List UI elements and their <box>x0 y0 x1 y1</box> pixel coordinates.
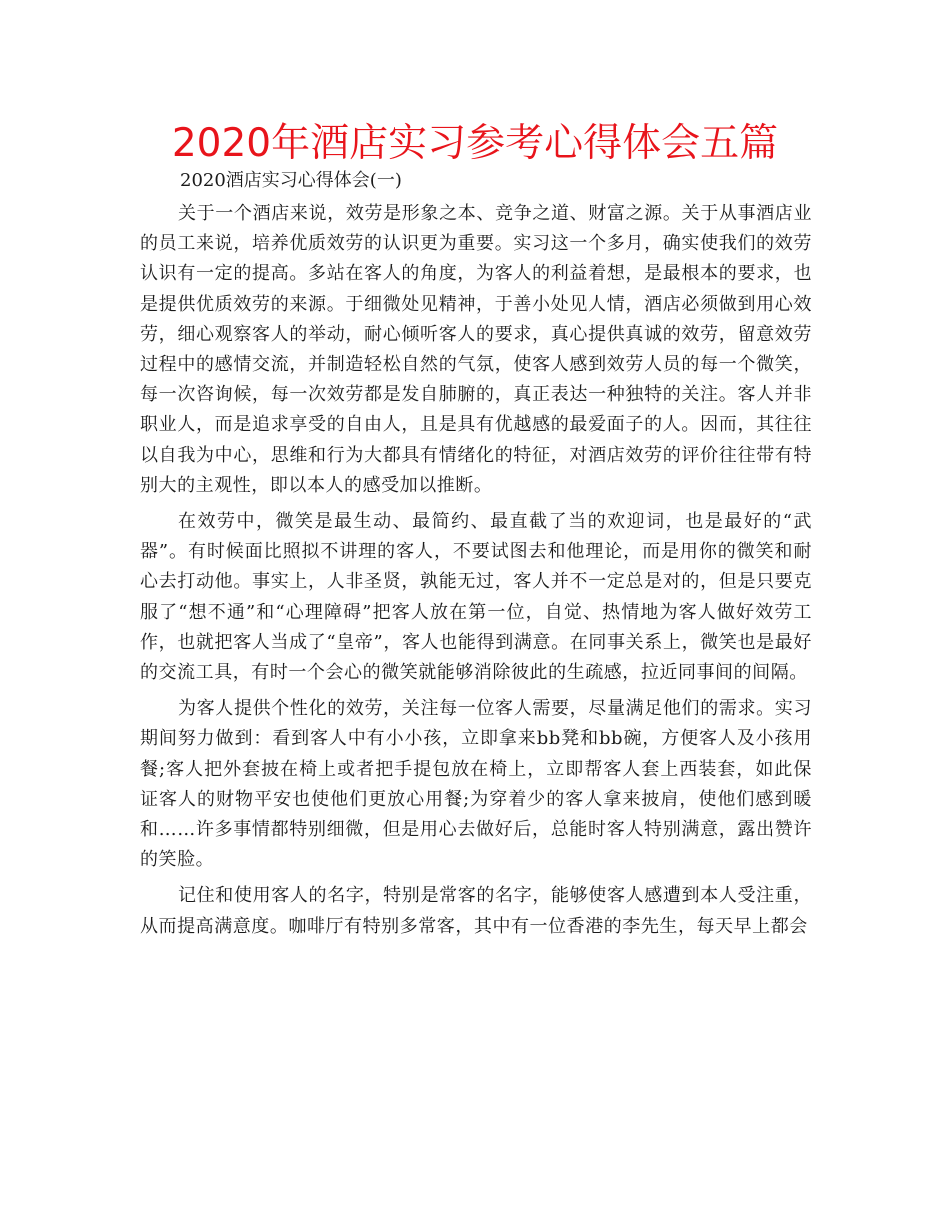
paragraph-3: 为客人提供个性化的效劳，关注每一位客人需要，尽量满足他们的需求。实习期间努力做到：看到客人中有小小孩，立即拿来bb凳和bb碗，方便客人及小孩用餐;客人把外套披在椅上或者把手提包放在椅上，立即帮客人套上西装套，如此保证客人的财物平安也使他们更放心用餐;为穿着少的客人拿来披肩，使他们感到暖和……许多事情都特别细微，但是用心去做好后，总能时客人特别满意，露出赞许的笑脸。 <box>140 698 812 871</box>
section-heading: 2020酒店实习心得体会(一) <box>180 170 402 191</box>
paragraph-1: 关于一个酒店来说，效劳是形象之本、竞争之道、财富之源。关于从事酒店业的员工来说，培养优质效劳的认识更为重要。实习这一个多月，确实使我们的效劳认识有一定的提高。多站在客人的角度，为客人的利益着想，是最根本的要求，也是提供优质效劳的来源。于细微处见精神，于善小处见人情，酒店必须做到用心效劳，细心观察客人的举动，耐心倾听客人的要求，真心提供真诚的效劳，留意效劳过程中的感情交流，并制造轻松自然的气氛，使客人感到效劳人员的每一个微笑，每一次咨询候，每一次效劳都是发自肺腑的，真正表达一种独特的关注。客人并非职业人，而是追求享受的自由人，且是具有优越感的最爱面子的人。因而，其往往以自我为中心，思维和行为大都具有情绪化的特征，对酒店效劳的评价往往带有特别大的主观性，即以本人的感受加以推断。 <box>140 203 812 496</box>
document-title: 2020年酒店实习参考心得体会五篇 <box>171 121 779 166</box>
paragraph-2: 在效劳中，微笑是最生动、最简约、最直截了当的欢迎词，也是最好的“武器”。有时候面比照拟不讲理的客人，不要试图去和他理论，而是用你的微笑和耐心去打动他。事实上，人非圣贤，孰能无过，客人并不一定总是对的，但是只要克服了“想不通”和“心理障碍”把客人放在第一位，自觉、热情地为客人做好效劳工作，也就把客人当成了“皇帝”，客人也能得到满意。在同事关系上，微笑也是最好的交流工具，有时一个会心的微笑就能够消除彼此的生疏感，拉近同事间的间隔。 <box>140 511 812 684</box>
document-body <box>140 199 812 948</box>
paragraph-4: 记住和使用客人的名字，特别是常客的名字，能够使客人感遭到本人受注重，从而提高满意度。咖啡厅有特别多常客，其中有一位香港的李先生，每天早上都会 <box>140 885 812 937</box>
